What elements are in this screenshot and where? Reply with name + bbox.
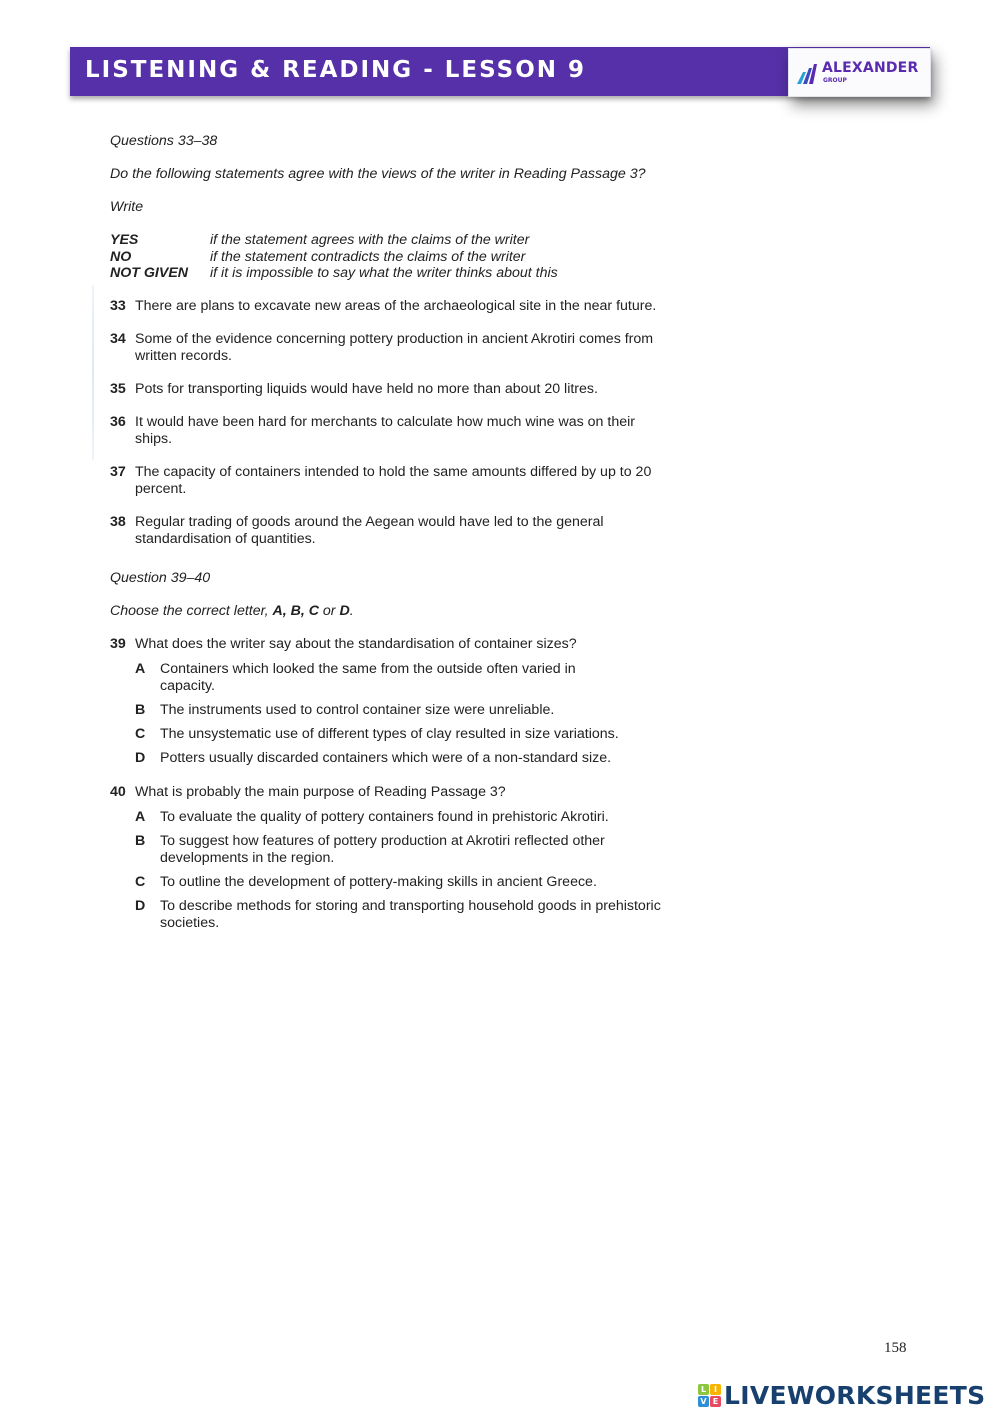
liveworksheets-wordmark: LIVEWORKSHEETS xyxy=(724,1380,986,1410)
option-letter: B xyxy=(135,701,146,718)
live-badge-icon xyxy=(698,1384,721,1407)
legend-desc: if the statement agrees with the claims of the writer xyxy=(210,232,530,248)
option-letter: D xyxy=(135,749,146,766)
legend-row-no xyxy=(110,249,670,266)
option-text: The unsystematic use of different types of clay resulted in size variations. xyxy=(160,725,619,742)
option-letter: A xyxy=(135,660,146,677)
instruction-end: . xyxy=(349,602,354,619)
write-label: Write xyxy=(110,199,144,215)
question-36 xyxy=(110,414,670,448)
question-number: 34 xyxy=(110,330,126,347)
alexander-group-logo-icon xyxy=(797,64,819,84)
option-text: The instruments used to control container size were unreliable. xyxy=(160,701,555,718)
options-list xyxy=(135,809,670,939)
question-text: Regular trading of goods around the Aegean would have led to the general standardisation of quantities. xyxy=(135,513,604,547)
option-c[interactable] xyxy=(135,874,670,891)
question-text: What does the writer say about the standardisation of container sizes? xyxy=(135,635,577,652)
question-35 xyxy=(110,381,670,398)
section2-instruction xyxy=(110,603,670,620)
question-34 xyxy=(110,331,670,365)
legend-key: YES xyxy=(110,232,139,248)
option-letter: A xyxy=(135,808,146,825)
option-letter: C xyxy=(135,725,146,742)
option-text: Containers which looked the same from the outside often varied in capacity. xyxy=(160,660,576,694)
question-33 xyxy=(110,298,670,315)
section1-instruction: Do the following statements agree with the views of the writer in Reading Passage 3? xyxy=(110,166,646,182)
alexander-group-logo xyxy=(788,48,931,97)
legend-key: NOT GIVEN xyxy=(110,265,189,281)
section2-title: Question 39–40 xyxy=(110,569,211,586)
question-number: 40 xyxy=(110,783,126,800)
badge-cell: V xyxy=(698,1396,709,1407)
question-number: 39 xyxy=(110,635,126,652)
logo-name: ALEXANDER xyxy=(822,60,919,76)
instruction-text: Choose the correct letter, xyxy=(110,602,273,619)
option-a[interactable] xyxy=(135,809,670,826)
badge-cell: I xyxy=(710,1384,721,1395)
question-text: What is probably the main purpose of Reading Passage 3? xyxy=(135,783,506,800)
badge-cell: E xyxy=(710,1396,721,1407)
legend-desc: if the statement contradicts the claims of the writer xyxy=(210,248,526,265)
question-text: The capacity of containers intended to hold the same amounts differed by up to 20 percent. xyxy=(135,463,652,497)
question-text: It would have been hard for merchants to calculate how much wine was on their ships. xyxy=(135,413,635,447)
option-d[interactable] xyxy=(135,750,670,767)
option-text: To describe methods for storing and transporting household goods in prehistoric societies. xyxy=(160,897,661,931)
instruction-last-letter: D xyxy=(339,602,350,619)
question-number: 37 xyxy=(110,463,126,480)
option-letter: B xyxy=(135,832,146,849)
option-c[interactable] xyxy=(135,726,670,743)
legend-desc: if it is impossible to say what the writer thinks about this xyxy=(210,265,558,281)
question-number: 33 xyxy=(110,297,126,314)
option-a[interactable] xyxy=(135,661,670,695)
option-b[interactable] xyxy=(135,833,670,867)
scan-edge-line xyxy=(92,285,94,460)
option-letter: D xyxy=(135,897,146,914)
logo-sub: GROUP xyxy=(823,77,847,84)
question-number: 36 xyxy=(110,413,126,430)
question-40 xyxy=(110,784,670,939)
question-37 xyxy=(110,464,670,498)
question-39 xyxy=(110,636,670,774)
legend-row-yes xyxy=(110,232,670,249)
lesson-title: LISTENING & READING - LESSON 9 xyxy=(85,57,587,83)
question-number: 35 xyxy=(110,380,126,397)
question-text: There are plans to excavate new areas of the archaeological site in the near future. xyxy=(135,297,657,314)
instruction-letters: A, B, C xyxy=(272,602,319,619)
page-number: 158 xyxy=(884,1340,907,1356)
answer-legend xyxy=(110,232,670,282)
question-number: 38 xyxy=(110,513,126,530)
option-text: Potters usually discarded containers which were of a non-standard size. xyxy=(160,749,612,766)
options-list xyxy=(135,661,670,774)
liveworksheets-logo[interactable] xyxy=(698,1382,985,1408)
option-letter: C xyxy=(135,873,146,890)
option-b[interactable] xyxy=(135,702,670,719)
legend-row-not-given xyxy=(110,265,670,282)
option-text: To suggest how features of pottery production at Akrotiri reflected other developments in the region. xyxy=(160,832,605,866)
question-38 xyxy=(110,514,670,548)
option-d[interactable] xyxy=(135,898,670,932)
option-text: To outline the development of pottery-making skills in ancient Greece. xyxy=(160,873,597,890)
instruction-or: or xyxy=(318,602,340,619)
legend-key: NO xyxy=(110,248,132,265)
question-text: Some of the evidence concerning pottery production in ancient Akrotiri comes from written records. xyxy=(135,330,654,364)
worksheet-content xyxy=(110,133,670,955)
option-text: To evaluate the quality of pottery containers found in prehistoric Akrotiri. xyxy=(160,808,609,825)
badge-cell: L xyxy=(698,1384,709,1395)
question-text: Pots for transporting liquids would have held no more than about 20 litres. xyxy=(135,380,598,397)
section1-title: Questions 33–38 xyxy=(110,133,218,149)
